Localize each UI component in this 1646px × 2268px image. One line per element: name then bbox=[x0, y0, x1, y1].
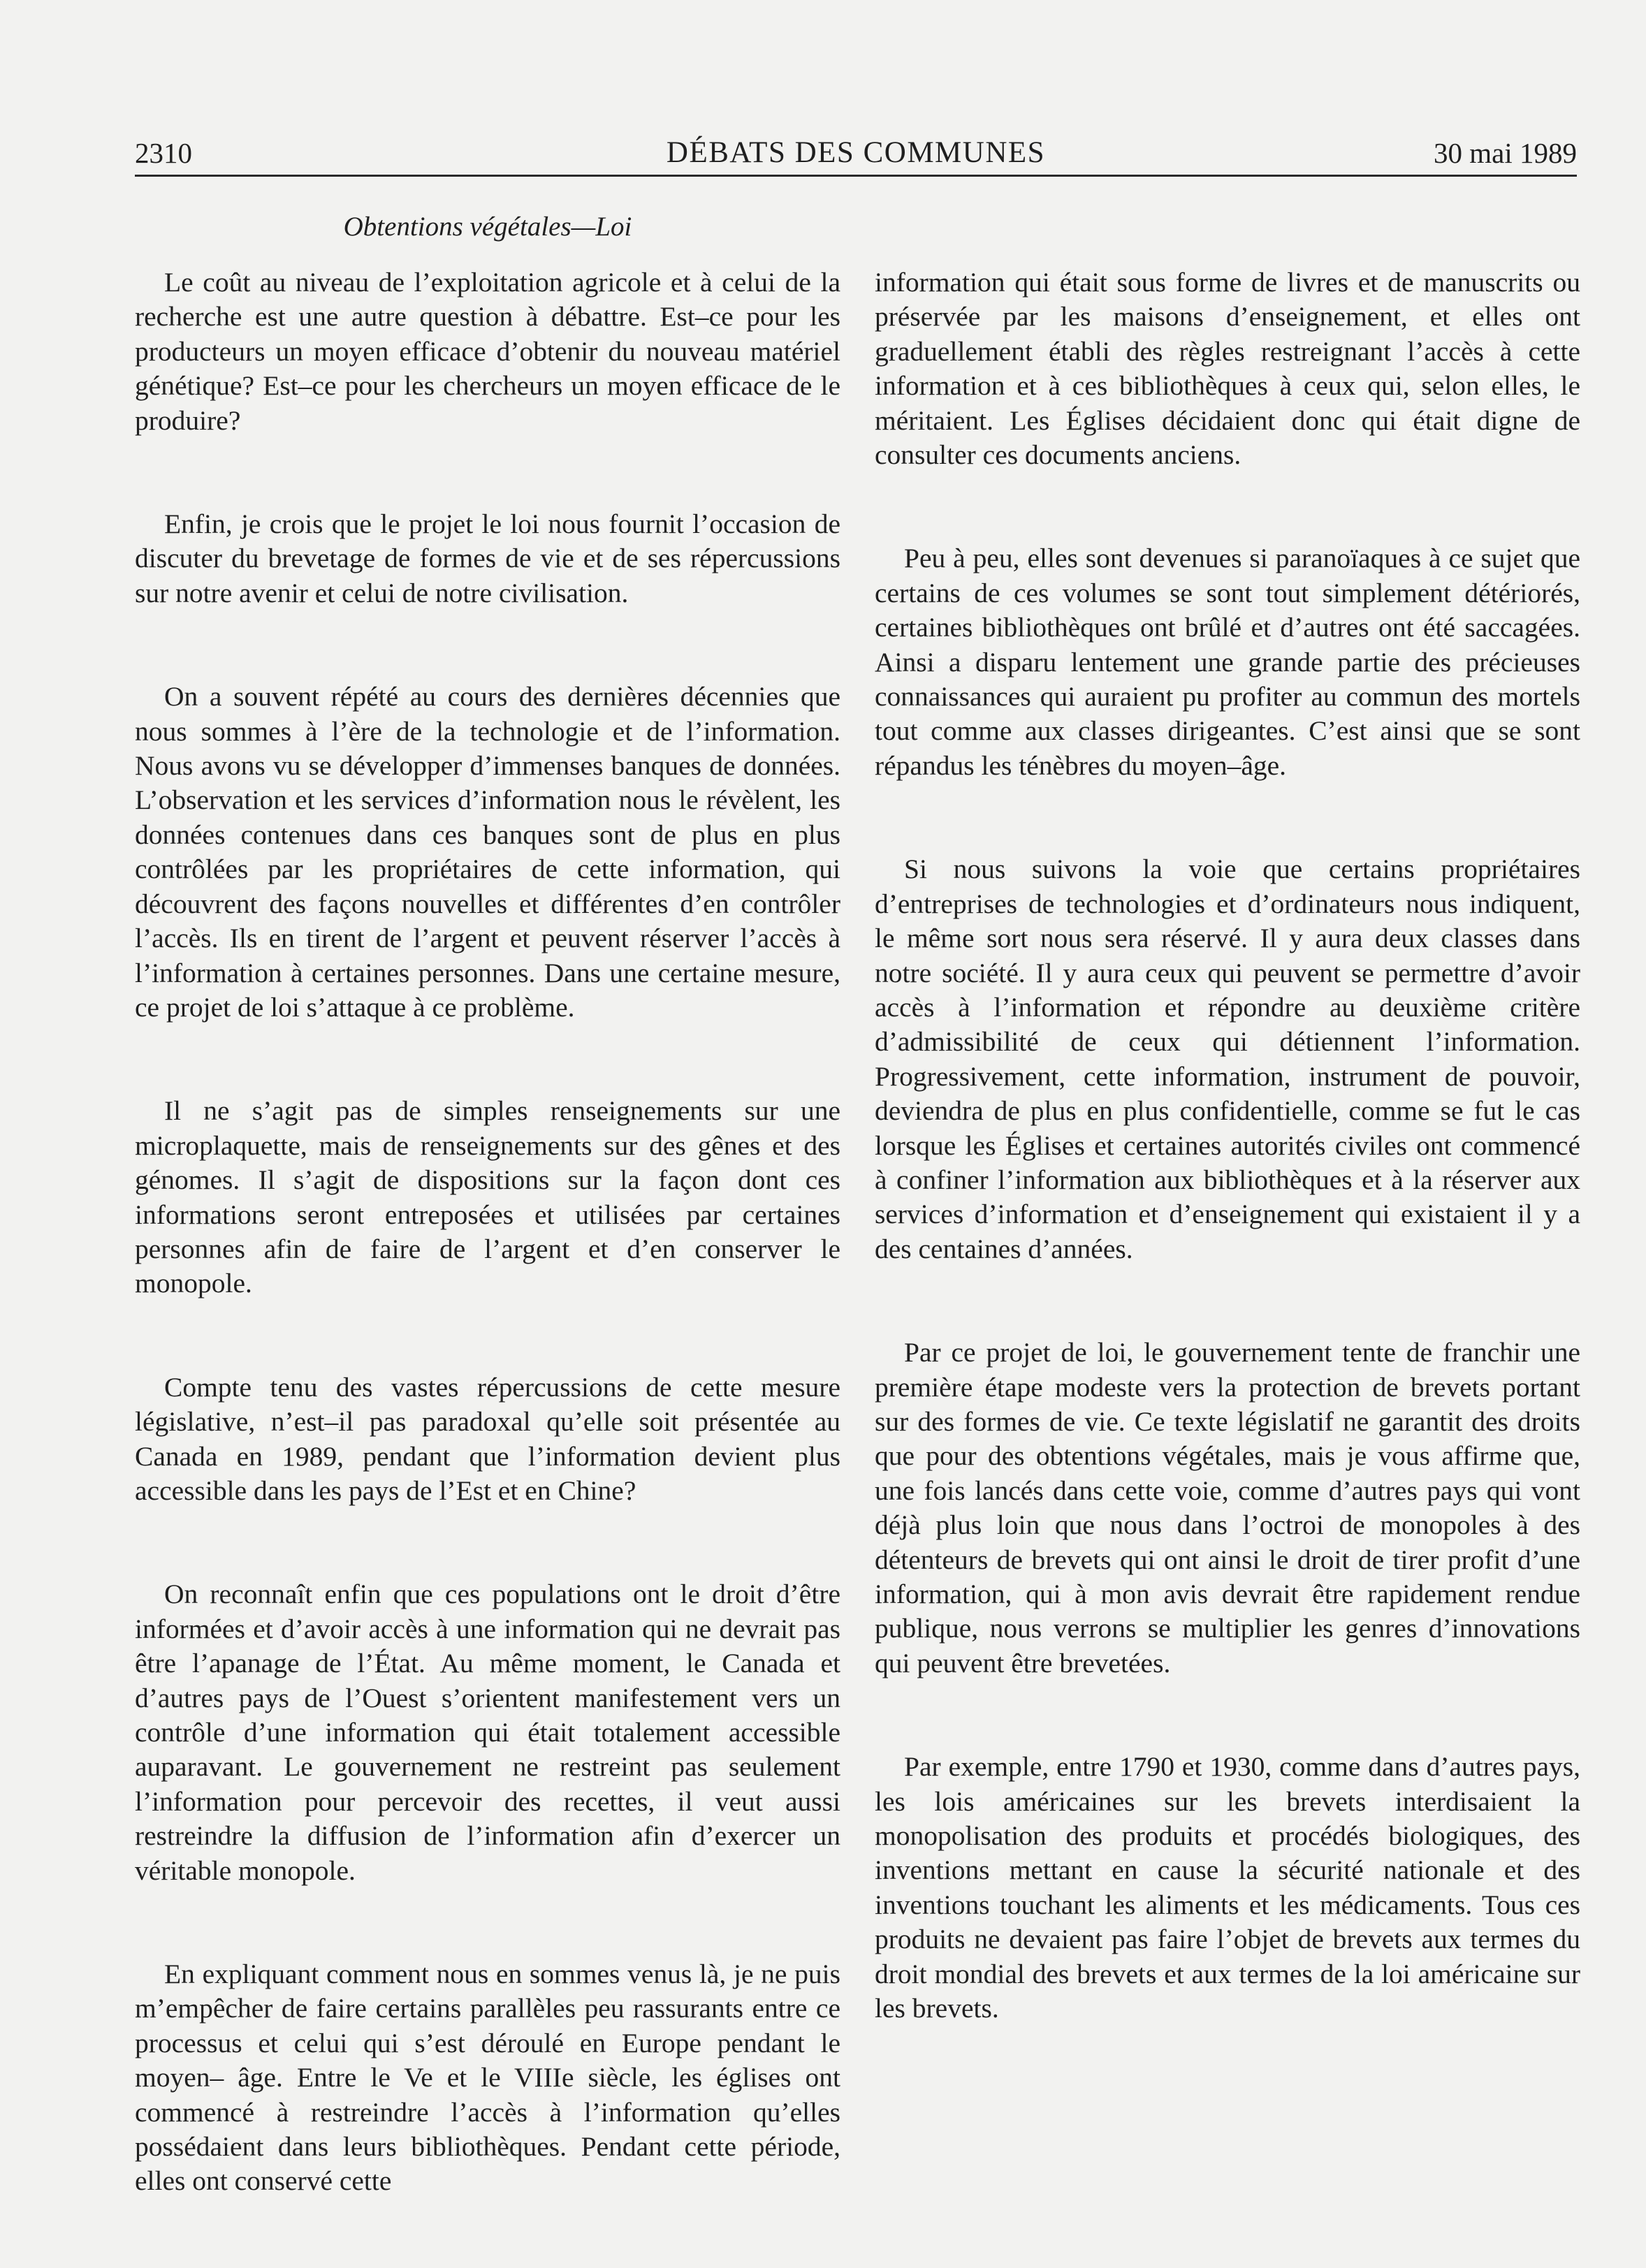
paragraph: Compte tenu des vastes répercussions de cette mesure législative, n’est–il pas paradoxal qu’elle soit présentée au Canada en 1989, pendant que l’information devient plus accessible dans les pays de l’Est et en Chine? bbox=[135, 1371, 840, 1506]
paragraph: Le coût au niveau de l’exploitation agricole et à celui de la recherche est une autre question à débattre. Est–ce pour les producteurs un moyen efficace d’obtenir du nouveau matériel génétique? Est–ce pour les chercheurs un moyen efficace de le produire? bbox=[135, 267, 840, 436]
publication-date: 30 mai 1989 bbox=[1434, 137, 1577, 169]
paragraph: On a souvent répété au cours des dernières décennies que nous sommes à l’ère de la technologie et de l’information. Nous avons vu se développer d’immenses banques de données. L’observation et les services d’information nous le révèlent, les données contenues dans ces banques sont de plus en plus contrôlées par les propriétaires de cette information, qui découvrent des façons nouvelles et différentes d’en contrôler l’accès. Ils en tirent de l’argent et peuvent réserver l’accès à l’information à certaines personnes. Dans une certaine mesure, ce projet de loi s’attaque à ce problème. bbox=[135, 681, 840, 1023]
right-column bbox=[875, 265, 1580, 2095]
left-column bbox=[135, 265, 840, 2268]
paragraph: Il ne s’agit pas de simples renseignements sur une microplaquette, mais de renseignements sur des gênes et des génomes. Il s’agit de dispositions sur la façon dont ces informations seront entreposées et utilisées par certaines personnes afin de faire de l’argent et d’en conserver le monopole. bbox=[135, 1095, 840, 1299]
paragraph: information qui était sous forme de livres et de manuscrits ou préservée par les maisons d’enseignement, et elles ont graduellement établi des règles restreignant l’accès à cette information et à ces bibliothèques à ceux qui, selon elles, le méritaient. Les Églises décidaient donc qui était digne de consulter ces documents anciens. bbox=[875, 267, 1580, 471]
paragraph: Par ce projet de loi, le gouvernement tente de franchir une première étape modeste vers la protection de brevets portant sur des formes de vie. Ce texte législatif ne garantit des droits que pour des obtentions végétales, mais je vous affirme que, une fois lancés dans cette voie, comme d’autres pays qui vont déjà plus loin que nous dans l’octroi de monopoles à des détenteurs de brevets qui ont ainsi le droit de tirer profit d’une information, qui à mon avis devrait être rapidement rendue publique, nous verrons se multiplier les genres d’innovations qui peuvent être brevetées. bbox=[875, 1337, 1580, 1678]
paragraph: Peu à peu, elles sont devenues si paranoïaques à ce sujet que certains de ces volumes se sont tout simplement détériorés, certaines bibliothèques ont brûlé et d’autres ont été saccagées. Ainsi a disparu lentement une grande partie des précieuses connaissances qui auraient pu profiter au commun des mortels tout comme aux classes dirigeantes. C’est ainsi que se sont répandus les ténèbres du moyen–âge. bbox=[875, 543, 1580, 781]
paragraph: Par exemple, entre 1790 et 1930, comme dans d’autres pays, les lois américaines sur les brevets interdisaient la monopolisation des produits et procédés biologiques, des inventions mettant en cause la sécurité nationale et des inventions touchant les aliments et les médicaments. Tous ces produits ne devaient pas faire l’objet de brevets aux termes du droit mondial des brevets et aux termes de la loi américaine sur les brevets. bbox=[875, 1751, 1580, 2024]
section-title: Obtentions végétales—Loi bbox=[343, 212, 632, 242]
page-header bbox=[135, 131, 1577, 175]
paragraph: Si nous suivons la voie que certains propriétaires d’entreprises de technologies et d’ordinateurs nous indiquent, le même sort nous sera réservé. Il y aura deux classes dans notre société. Il y aura ceux qui peuvent se permettre d’avoir accès à l’information et répondre au deuxième critère d’admissibilité de ceux qui détiennent l’information. Progressivement, cette information, instrument de pouvoir, deviendra de plus en plus confidentielle, comme se fut le cas lorsque les Églises et certaines autorités civiles ont commencé à confiner l’information aux bibliothèques et à la réserver aux services d’information et d’enseignement qui existaient il y a des centaines d’années. bbox=[875, 854, 1580, 1264]
page-number: 2310 bbox=[135, 137, 192, 169]
paragraph: Enfin, je crois que le projet le loi nous fournit l’occasion de discuter du brevetage de formes de vie et de ses répercussions sur notre avenir et celui de notre civilisation. bbox=[135, 509, 840, 608]
journal-title: DÉBATS DES COMMUNES bbox=[666, 136, 1046, 169]
header-rule bbox=[135, 175, 1577, 177]
paragraph: On reconnaît enfin que ces populations ont le droit d’être informées et d’avoir accès à une information qui ne devrait pas être l’apanage de l’État. Au même moment, le Canada et d’autres pays de l’Ouest s’orientent manifestement vers un contrôle d’une information qui était totalement accessible auparavant. Le gouvernement ne restreint pas seulement l’information pour percevoir des recettes, il veut aussi restreindre la diffusion de l’information afin d’exercer un véritable monopole. bbox=[135, 1579, 840, 1886]
paragraph: En expliquant comment nous en sommes venus là, je ne puis m’empêcher de faire certains parallèles peu rassurants entre ce processus et celui qui s’est déroulé en Europe pendant le moyen– âge. Entre le Ve et le VIIIe siècle, les églises ont commencé à restreindre l’accès à l’information qu’elles possédaient dans leurs bibliothèques. Pendant cette période, elles ont conservé cette bbox=[135, 1959, 840, 2197]
